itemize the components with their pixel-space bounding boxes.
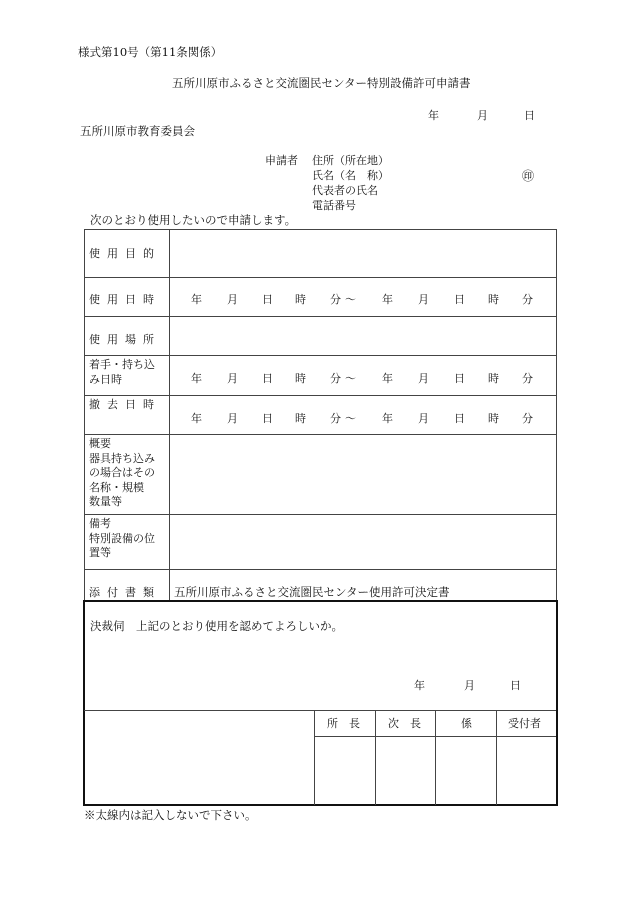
applicant-phone: 電話番号 [312, 199, 356, 212]
datetime-unit-month: 月 [418, 293, 429, 306]
approval-border-right [556, 600, 558, 806]
datetime-unit-month: 月 [227, 412, 238, 425]
datetime-unit-minute: 分 [330, 372, 341, 385]
datetime-unit-day: 日 [454, 293, 465, 306]
approval-year: 年 [414, 679, 425, 692]
table-line [169, 229, 170, 601]
form-number: 様式第10号（第11条関係） [78, 45, 223, 59]
row-label-purpose: 使用目的 [89, 247, 161, 260]
table-line [84, 514, 556, 515]
table-line [84, 229, 85, 601]
table-line [84, 395, 556, 396]
datetime-unit-hour: 時 [295, 412, 306, 425]
stamp-header-director: 所 長 [327, 717, 360, 730]
date-year: 年 [428, 109, 439, 122]
datetime-unit-day: 日 [454, 412, 465, 425]
datetime-unit-day: 日 [262, 372, 273, 385]
approval-request: 決裁伺 上記のとおり使用を認めてよろしいか。 [90, 619, 343, 633]
addressee: 五所川原市教育委員会 [80, 124, 195, 138]
attachment-value: 五所川原市ふるさと交流圏民センター使用許可決定書 [174, 585, 450, 599]
approval-month: 月 [464, 679, 475, 692]
datetime-unit-hour: 時 [488, 372, 499, 385]
stamp-grid-line [435, 710, 436, 805]
stamp-grid-line [496, 710, 497, 805]
datetime-unit-month: 月 [227, 372, 238, 385]
row-label-start [89, 358, 155, 387]
date-month: 月 [477, 109, 488, 122]
datetime-unit-hour: 時 [295, 293, 306, 306]
stamp-grid-line [314, 736, 556, 737]
applicant-address: 住所（所在地） [312, 154, 389, 167]
row-label-remarks-line1: 備考 [89, 517, 111, 530]
row-label-outline-line4: 名称・規模 [89, 480, 144, 494]
approval-border-left [83, 600, 85, 806]
datetime-unit-year: 年 [382, 372, 393, 385]
datetime-unit-tilde: ～ [345, 372, 356, 385]
datetime-unit-minute: 分 [522, 293, 533, 306]
datetime-unit-year: 年 [191, 293, 202, 306]
row-label-removal: 撤去日時 [89, 398, 161, 411]
datetime-unit-month: 月 [418, 412, 429, 425]
table-line [84, 434, 556, 435]
table-line [84, 316, 556, 317]
datetime-unit-minute: 分 [522, 372, 533, 385]
row-label-outline-line2: 器具持ち込み [89, 451, 155, 465]
row-label-start-line2: み日時 [89, 372, 122, 386]
row-label-outline [89, 437, 155, 510]
row-label-start-line1: 着手・持ち込 [89, 358, 155, 371]
form-title: 五所川原市ふるさと交流圏民センター特別設備許可申請書 [172, 76, 471, 90]
datetime-unit-year: 年 [382, 293, 393, 306]
datetime-unit-hour: 時 [488, 412, 499, 425]
applicant-label: 申請者 [265, 154, 298, 167]
approval-divider [84, 710, 556, 711]
row-label-remarks-line3: 置等 [89, 546, 111, 559]
table-line [84, 355, 556, 356]
stamp-header-deputy: 次 長 [388, 717, 421, 730]
row-label-outline-line3: の場合はその [89, 466, 155, 479]
datetime-unit-tilde: ～ [345, 412, 356, 425]
datetime-unit-day: 日 [262, 293, 273, 306]
row-label-outline-line1: 概要 [89, 437, 111, 450]
datetime-unit-day: 日 [454, 372, 465, 385]
approval-border-bottom [83, 804, 558, 806]
stamp-header-staff: 係 [461, 717, 472, 730]
row-label-remarks [89, 517, 155, 561]
datetime-unit-tilde: ～ [345, 293, 356, 306]
row-label-outline-line5: 数量等 [89, 495, 122, 508]
table-line [84, 277, 556, 278]
row-label-use-datetime: 使用日時 [89, 293, 161, 306]
datetime-unit-minute: 分 [522, 412, 533, 425]
datetime-unit-year: 年 [191, 372, 202, 385]
intro-text: 次のとおり使用したいので申請します。 [90, 213, 297, 227]
applicant-name: 氏名（名 称） [312, 169, 389, 182]
datetime-unit-year: 年 [191, 412, 202, 425]
datetime-unit-month: 月 [227, 293, 238, 306]
footnote: ※太線内は記入しないで下さい。 [84, 808, 257, 822]
stamp-grid-line [375, 710, 376, 805]
datetime-unit-day: 日 [262, 412, 273, 425]
applicant-representative: 代表者の氏名 [312, 184, 378, 197]
row-label-place: 使用場所 [89, 333, 161, 346]
row-label-attachment: 添付書類 [89, 586, 161, 599]
table-line [556, 229, 557, 601]
datetime-unit-hour: 時 [488, 293, 499, 306]
stamp-header-receiver: 受付者 [508, 717, 541, 730]
datetime-unit-minute: 分 [330, 293, 341, 306]
table-line [84, 229, 556, 230]
datetime-unit-month: 月 [418, 372, 429, 385]
row-label-remarks-line2: 特別設備の位 [89, 531, 155, 545]
datetime-unit-minute: 分 [330, 412, 341, 425]
approval-day: 日 [510, 679, 521, 692]
datetime-unit-hour: 時 [295, 372, 306, 385]
table-line [84, 569, 556, 570]
approval-border-top [83, 600, 558, 602]
datetime-unit-year: 年 [382, 412, 393, 425]
stamp-grid-line [314, 710, 315, 805]
date-day: 日 [524, 109, 535, 122]
seal-mark: ㊞ [522, 169, 535, 183]
